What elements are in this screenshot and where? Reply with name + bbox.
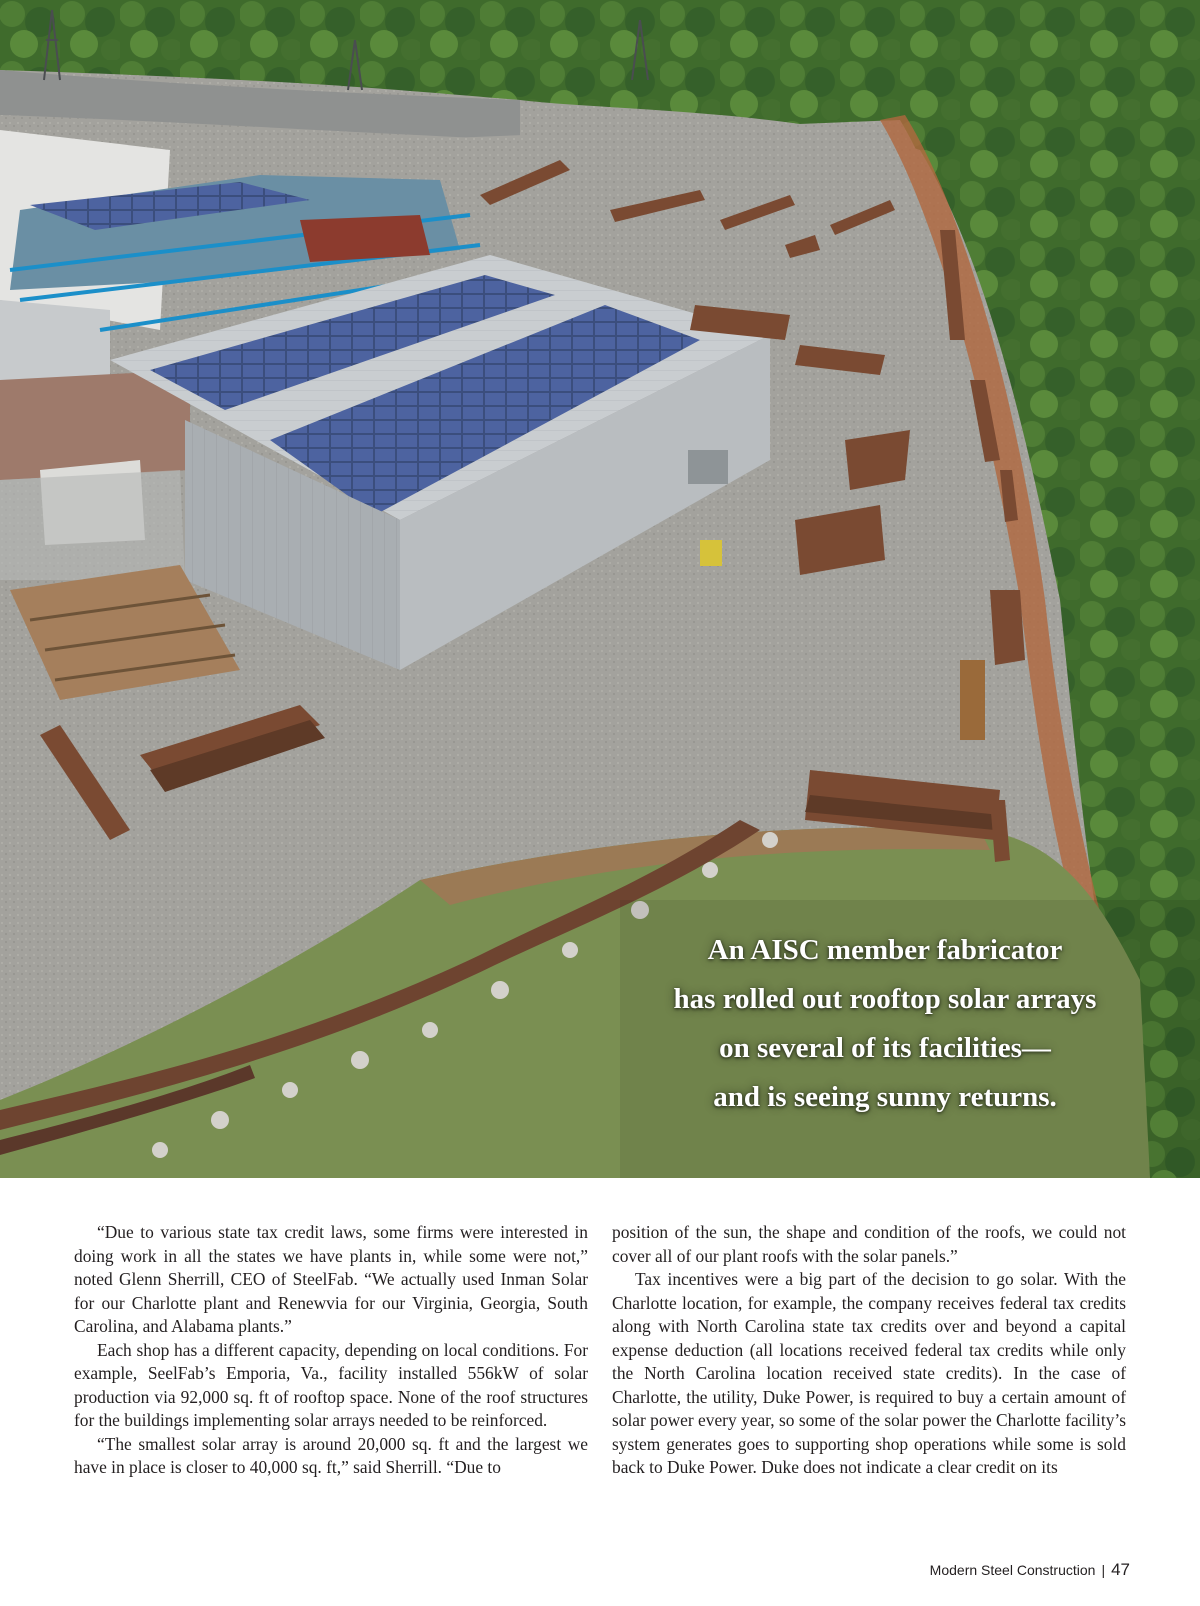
caption-line-2: has rolled out rooftop solar arrays (673, 983, 1097, 1015)
body-column-right (612, 1221, 1126, 1480)
body-paragraph: Each shop has a different capacity, depending on local conditions. For example, SeelFab’s Emporia, Va., facility installed 556kW of solar production via 92,000 sq. ft of rooftop space. None of the roof structures for the buildings implementing solar arrays needed to be reinforced. (74, 1339, 588, 1430)
body-paragraph: Tax incentives were a big part of the decision to go solar. With the Charlotte location, for example, the company receives federal tax credits along with North Carolina state tax credits over and beyond a capital expense deduction (all locations received federal tax credits while only the North Carolina location received state credits). In the case of Charlotte, the utility, Duke Power, is required to buy a certain amount of solar power every year, so some of the solar power the Charlotte facility’s system generates goes to supporting shop operations while some is sold back to Duke Power. Duke does not indicate a clear credit on its (612, 1269, 1126, 1477)
caption-line-3: on several of its facilities— (719, 1032, 1051, 1064)
body-paragraph: “Due to various state tax credit laws, some firms were interested in doing work in all the states we have plants in, while some were not,” noted Glenn Sherrill, CEO of SteelFab. “We actually used Inman Solar for our Charlotte plant and Renewvia for our Virginia, Georgia, South Carolina, and Alabama plants.” (74, 1222, 588, 1336)
body-paragraph: position of the sun, the shape and condition of the roofs, we could not cover all of our plant roofs with the solar panels.” (612, 1222, 1126, 1266)
caption-line-1: An AISC member fabricator (707, 934, 1063, 966)
page-footer (930, 1560, 1130, 1580)
publication-name: Modern Steel Construction (929, 1562, 1096, 1578)
body-column-left (74, 1221, 588, 1480)
page-number: 47 (1111, 1560, 1130, 1579)
footer-separator: | (1101, 1562, 1106, 1578)
caption-line-4: and is seeing sunny returns. (713, 1081, 1057, 1113)
photo-caption (600, 926, 1170, 1122)
body-paragraph: “The smallest solar array is around 20,000 sq. ft and the largest we have in place is closer to 40,000 sq. ft,” said Sherrill. “Due to (74, 1433, 588, 1477)
